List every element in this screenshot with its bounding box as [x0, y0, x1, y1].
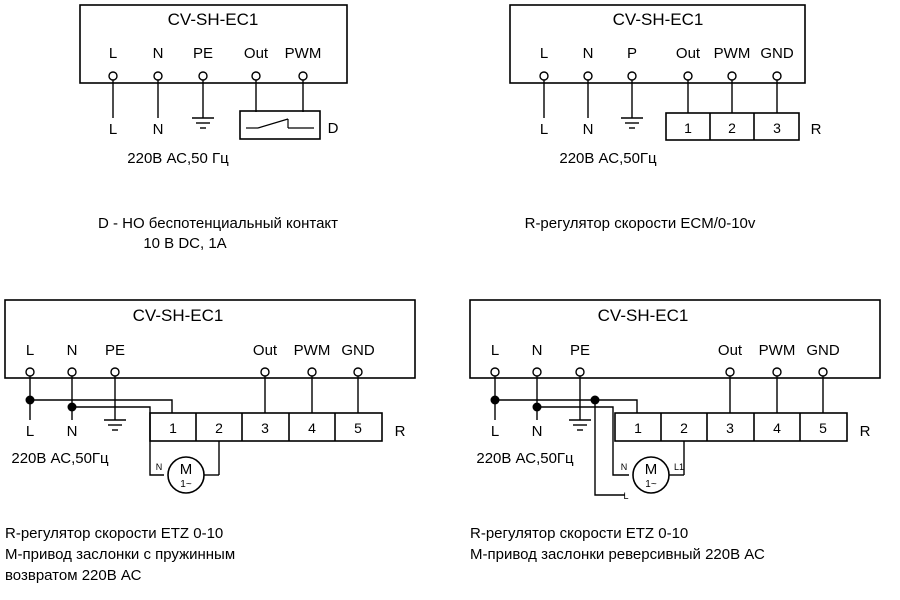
motor-terminal-l: L — [623, 491, 629, 501]
terminal-number-2: 2 — [728, 120, 736, 136]
motor-sub-label: 1~ — [645, 479, 657, 490]
terminal-block-label: R — [859, 423, 871, 440]
terminal-circle-pwm — [299, 72, 307, 80]
pin-label-out: Out — [717, 342, 743, 359]
note-line-2: М-привод заслонки реверсивный 220В АС — [470, 546, 765, 563]
terminal-number-5: 5 — [819, 420, 827, 436]
supply-label: 220В АС,50Гц — [11, 450, 109, 467]
motor-letter: M — [644, 461, 658, 478]
terminal-circle-l — [491, 368, 499, 376]
pin-label-n: N — [152, 45, 164, 62]
terminal-circle-pe — [199, 72, 207, 80]
pin-label-l: L — [25, 342, 35, 359]
pin-label-pe: PE — [569, 342, 591, 359]
pin-label-out: Out — [675, 45, 701, 62]
terminal-circle-pe — [576, 368, 584, 376]
pin-label-n: N — [66, 342, 78, 359]
pin-label-pe: PE — [104, 342, 126, 359]
terminal-circle-out — [726, 368, 734, 376]
pin-label-n: N — [531, 342, 543, 359]
terminal-circle-gnd — [773, 72, 781, 80]
pin-label-out: Out — [252, 342, 278, 359]
pin-label-gnd: GND — [760, 45, 794, 62]
bottom-label-n: N — [152, 121, 164, 138]
pin-label-gnd: GND — [806, 342, 840, 359]
diagram-bottom-right — [465, 295, 900, 595]
terminal-number-3: 3 — [773, 120, 781, 136]
device-title: CV-SH-EC1 — [167, 10, 259, 29]
terminal-circle-pe — [111, 368, 119, 376]
pin-label-p: P — [626, 45, 638, 62]
terminal-circle-n — [533, 368, 541, 376]
supply-label: 220В АС,50Гц — [476, 450, 574, 467]
terminal-number-5: 5 — [354, 420, 362, 436]
motor-terminal-n: N — [155, 462, 163, 472]
bottom-label-l: L — [108, 121, 118, 138]
terminal-circle-l — [540, 72, 548, 80]
terminal-number-4: 4 — [308, 420, 316, 436]
terminal-number-2: 2 — [215, 420, 223, 436]
pin-label-l: L — [539, 45, 549, 62]
pin-label-out: Out — [243, 45, 269, 62]
diagram-top-right — [460, 0, 900, 250]
terminal-circle-out — [261, 368, 269, 376]
device-title: CV-SH-EC1 — [597, 306, 689, 325]
terminal-circle-n — [584, 72, 592, 80]
terminal-circle-pwm — [308, 368, 316, 376]
diagram-bottom-left — [0, 295, 450, 595]
terminal-circle-gnd — [819, 368, 827, 376]
diagram-top-left — [0, 0, 440, 250]
terminal-block-label: R — [810, 121, 822, 138]
supply-label: 220В АС,50 Гц — [127, 150, 229, 167]
note-line-1: R-регулятор скорости ETZ 0-10 — [5, 525, 224, 542]
device-title: CV-SH-EC1 — [612, 10, 704, 29]
bottom-label-l: L — [539, 121, 549, 138]
bottom-label-n: N — [582, 121, 594, 138]
terminal-circle-l — [26, 368, 34, 376]
motor-terminal-l1: L1 — [673, 462, 685, 472]
pin-label-l: L — [108, 45, 118, 62]
pin-label-pe: PE — [192, 45, 214, 62]
terminal-number-3: 3 — [261, 420, 269, 436]
pin-label-n: N — [582, 45, 594, 62]
pin-label-gnd: GND — [341, 342, 375, 359]
note-line-2: М-привод заслонки с пружинным — [5, 546, 236, 563]
branch-wire-l-motor — [595, 400, 625, 495]
terminal-circle-l — [109, 72, 117, 80]
note-line-1: R-регулятор скорости ETZ 0-10 — [470, 525, 689, 542]
terminal-circle-n — [68, 368, 76, 376]
motor-sub-label: 1~ — [180, 479, 192, 490]
terminal-number-1: 1 — [634, 420, 642, 436]
terminal-number-1: 1 — [169, 420, 177, 436]
note-line-1: R-регулятор скорости ECM/0-10v — [524, 215, 756, 232]
terminal-circle-gnd — [354, 368, 362, 376]
note-line-3: возвратом 220В АС — [5, 567, 142, 584]
supply-label: 220В АС,50Гц — [559, 150, 657, 167]
pin-label-l: L — [490, 342, 500, 359]
motor-terminal-n: N — [620, 462, 628, 472]
terminal-number-4: 4 — [773, 420, 781, 436]
terminal-circle-pwm — [728, 72, 736, 80]
contact-box — [240, 111, 320, 139]
bottom-label-l: L — [25, 423, 35, 440]
contact-label-d: D — [327, 120, 339, 137]
terminal-circle-out — [684, 72, 692, 80]
note-line-1: D - НО беспотенциальный контакт — [97, 215, 339, 232]
terminal-block-label: R — [394, 423, 406, 440]
note-line-2: 10 В DC, 1А — [143, 235, 227, 250]
motor-letter: M — [179, 461, 193, 478]
pin-label-pwm: PWM — [284, 45, 322, 62]
pin-label-pwm: PWM — [758, 342, 796, 359]
bottom-label-n: N — [66, 423, 78, 440]
terminal-circle-pwm — [773, 368, 781, 376]
bottom-label-n: N — [531, 423, 543, 440]
contact-lever — [258, 119, 288, 128]
terminal-number-2: 2 — [680, 420, 688, 436]
terminal-circle-n — [154, 72, 162, 80]
bottom-label-l: L — [490, 423, 500, 440]
pin-label-pwm: PWM — [293, 342, 331, 359]
terminal-number-3: 3 — [726, 420, 734, 436]
terminal-circle-out — [252, 72, 260, 80]
terminal-circle-p — [628, 72, 636, 80]
device-title: CV-SH-EC1 — [132, 306, 224, 325]
pin-label-pwm: PWM — [713, 45, 751, 62]
terminal-number-1: 1 — [684, 120, 692, 136]
